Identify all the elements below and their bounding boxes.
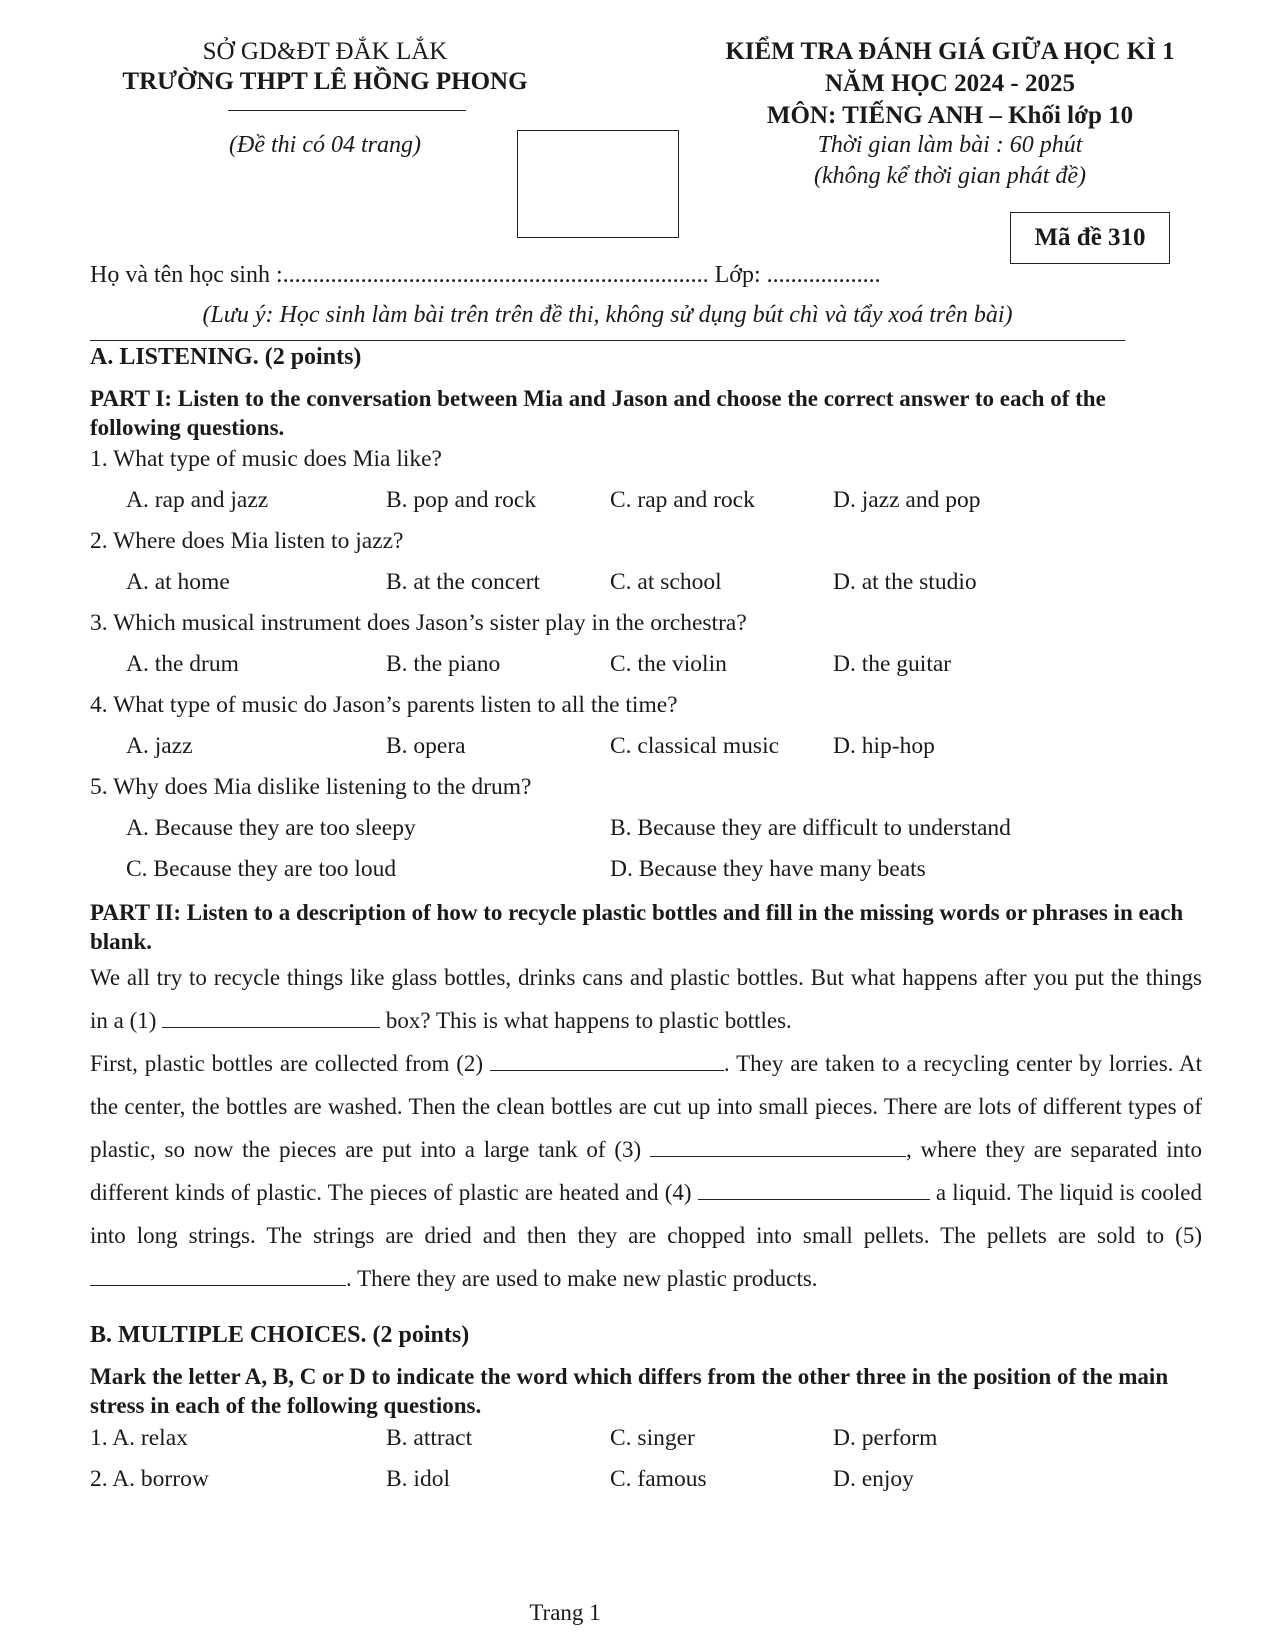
blank-3[interactable] [650,1136,906,1157]
blank-1[interactable] [162,1007,380,1028]
passage-text: . They are taken to a recycling center by lorries. At the center, the bottles are washed. Then the clean bottles are cut up into small pieces. There are lots of different types of plastic, so now the pieces are put into a large tank of (3) [90,1051,1202,1162]
option-c[interactable]: C. the violin [610,651,727,677]
option-d[interactable]: D. hip-hop [833,733,935,759]
section-b-instructions: Mark the letter A, B, C or D to indicate the word which differs from the other three in the position of the main stress in each of the following questions. [90,1364,1169,1418]
page-number: Trang 1 [529,1600,601,1625]
header-divider [228,110,466,111]
department-name: SỞ GD&ĐT ĐẮK LẮK [202,38,448,65]
exam-note: (Lưu ý: Học sinh làm bài trên trên đề thi, không sử dụng bút chì và tẩy xoá trên bài) [202,302,1013,328]
option-b[interactable]: B. the piano [386,651,501,677]
option-b[interactable]: B. pop and rock [386,487,537,513]
question-text: 3. Which musical instrument does Jason’s sister play in the orchestra? [90,610,747,636]
school-name: TRƯỜNG THPT LÊ HỒNG PHONG [122,68,528,95]
header-rule [90,340,1125,341]
option-c[interactable]: C. famous [610,1466,707,1492]
score-box [517,130,679,238]
option-b[interactable]: B. opera [386,733,466,759]
question-text: 1. What type of music does Mia like? [90,446,442,472]
student-class-field[interactable]: Lớp: ................... [714,262,881,288]
passage-text: , where they are separated into different kinds of plastic. The pieces of plastic are heated and (4) [90,1137,1203,1205]
recycling-passage [90,956,1202,1300]
option-b[interactable]: B. attract [386,1425,473,1451]
school-year: NĂM HỌC 2024 - 2025 [825,70,1075,97]
option-b[interactable]: B. idol [386,1466,450,1492]
student-name-field[interactable]: Họ và tên học sinh :....................................................................... [90,262,709,288]
option-a[interactable]: A. Because they are too sleepy [126,815,416,841]
option-c[interactable]: C. singer [610,1425,695,1451]
blank-5[interactable] [90,1265,346,1286]
option-d[interactable]: D. enjoy [833,1466,914,1492]
option-c[interactable]: C. rap and rock [610,487,755,513]
blank-4[interactable] [698,1179,930,1200]
option-d[interactable]: D. perform [833,1425,938,1451]
part2-instructions: PART II: Listen to a description of how to recycle plastic bottles and fill in the missing words or phrases in each blank. [90,900,1184,954]
passage-text: box? This is what happens to plastic bottles. [385,1008,792,1033]
student-info-row [90,262,881,289]
option-d[interactable]: D. the guitar [833,651,952,677]
exam-time: Thời gian làm bài : 60 phút [817,132,1083,158]
question-text: 4. What type of music do Jason’s parents listen to all the time? [90,692,678,718]
option-a[interactable]: A. jazz [126,733,193,759]
pages-note: (Đề thi có 04 trang) [229,132,421,158]
blank-2[interactable] [490,1050,724,1071]
option-a[interactable]: 2. A. borrow [90,1466,209,1492]
exam-title: KIỂM TRA ĐÁNH GIÁ GIỮA HỌC KÌ 1 [725,38,1175,65]
passage-text: We all try to recycle things like glass bottles, drinks cans and plastic bottles. But what happens after you put the things in a (1) [90,965,1202,1033]
option-a[interactable]: A. the drum [126,651,239,677]
section-a-title: A. LISTENING. (2 points) [90,344,362,370]
part1-instructions: PART I: Listen to the conversation between Mia and Jason and choose the correct answer to each of the following questions. [90,386,1106,440]
question-text: 5. Why does Mia dislike listening to the drum? [90,774,532,800]
option-b[interactable]: B. Because they are difficult to understand [610,815,1011,841]
option-c[interactable]: C. Because they are too loud [126,856,397,882]
subject: MÔN: TIẾNG ANH – Khối lớp 10 [766,102,1134,129]
question-text: 2. Where does Mia listen to jazz? [90,528,404,554]
passage-text: . There they are used to make new plastic products. [346,1266,818,1291]
exam-time-note: (không kể thời gian phát đề) [813,163,1087,189]
option-c[interactable]: C. at school [610,569,722,595]
passage-text: a liquid. The liquid is cooled into long strings. The strings are dried and then they are chopped into small pellets. The pellets are sold to (5) [90,1180,1203,1248]
passage-text: First, plastic bottles are collected from (2) [90,1051,484,1076]
option-d[interactable]: D. at the studio [833,569,977,595]
option-d[interactable]: D. Because they have many beats [610,856,926,882]
option-b[interactable]: B. at the concert [386,569,540,595]
exam-code: Mã đề 310 [1010,212,1170,264]
option-a[interactable]: A. rap and jazz [126,487,269,513]
option-d[interactable]: D. jazz and pop [833,487,981,513]
option-a[interactable]: A. at home [126,569,230,595]
section-b-title: B. MULTIPLE CHOICES. (2 points) [90,1322,470,1348]
option-c[interactable]: C. classical music [610,733,780,759]
option-a[interactable]: 1. A. relax [90,1425,188,1451]
